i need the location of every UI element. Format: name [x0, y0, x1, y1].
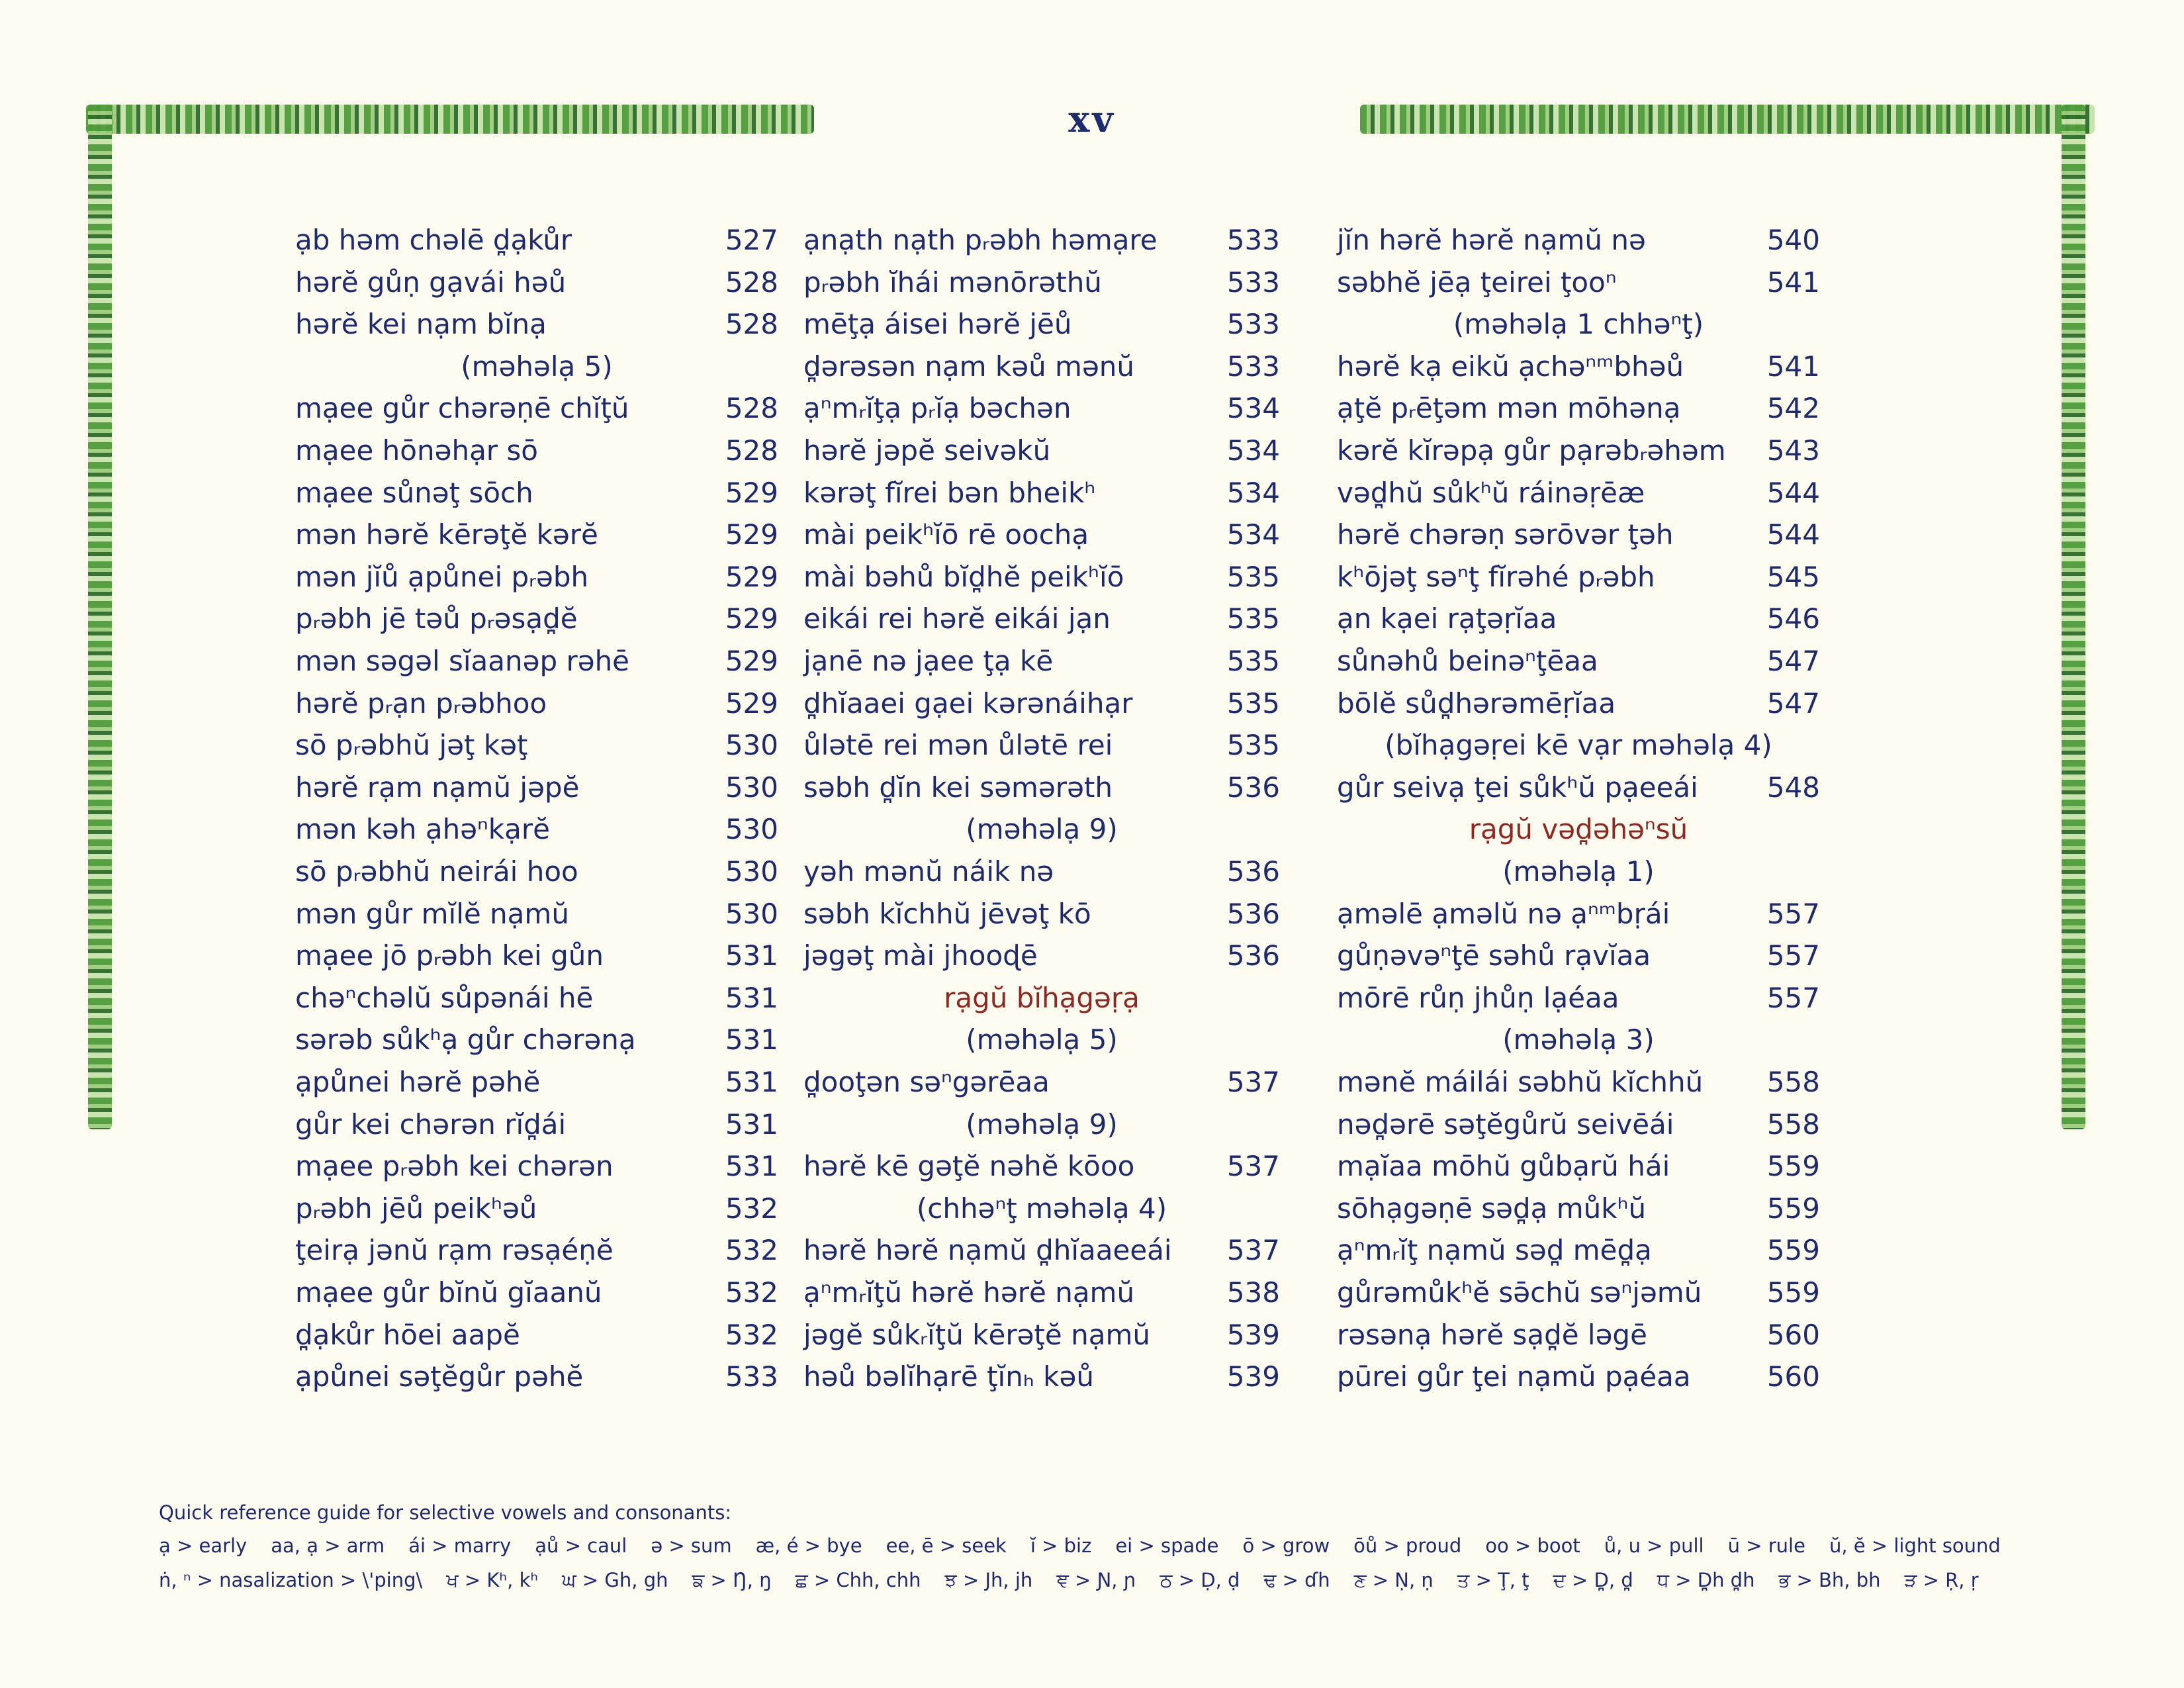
- reference-item: ਙ > Ŋ, ŋ: [692, 1569, 772, 1591]
- page-reference-number: 529: [725, 476, 778, 509]
- page-reference-number: 533: [1226, 265, 1280, 299]
- mahala-heading: (məhəlạ 9): [966, 813, 1118, 846]
- shabad-title: mən gůr mĭlĕ nạmŭ: [295, 897, 569, 930]
- page-reference-number: 535: [1226, 686, 1280, 720]
- page-reference-number: 557: [1766, 897, 1820, 930]
- reference-item: ee, ē > seek: [886, 1534, 1007, 1557]
- shabad-title: mēţạ áisei hərĕ jēů: [803, 308, 1072, 341]
- page-reference-number: 559: [1766, 1192, 1820, 1225]
- reference-item: ਧ > D̪h d̪h: [1657, 1569, 1755, 1591]
- page-reference-number: 541: [1766, 265, 1820, 299]
- shabad-title: mài peikʰĭō rē oochạ: [803, 518, 1089, 551]
- reference-consonants: [159, 1569, 2003, 1592]
- mahala-heading: (məhəlạ 5): [461, 350, 613, 383]
- page-reference-number: 533: [725, 1360, 778, 1393]
- raag-title: rạgŭ bĭhạgəṛạ: [944, 981, 1140, 1014]
- page-reference-number: 542: [1766, 392, 1820, 425]
- reference-item: ei > spade: [1115, 1534, 1219, 1557]
- reference-item: oo > boot: [1485, 1534, 1580, 1557]
- shabad-title: sō pᵣəbhŭ neirái hoo: [295, 855, 578, 888]
- shabad-title: ạⁿmᵣĭţŭ hərĕ hərĕ nạmŭ: [803, 1276, 1135, 1309]
- reference-item: ĭ > biz: [1030, 1534, 1092, 1557]
- reference-item: ạ > early: [159, 1534, 248, 1557]
- page-reference-number: 537: [1226, 1066, 1280, 1098]
- reference-item: ਞ > Ɲ, ɲ: [1056, 1569, 1136, 1591]
- page-reference-number: 558: [1766, 1066, 1820, 1098]
- shabad-title: nəd̪ərē səţĕgůrŭ seivēái: [1337, 1107, 1674, 1141]
- reference-item: ਢ > ɗh: [1263, 1569, 1330, 1591]
- page-reference-number: 530: [725, 771, 778, 804]
- mahala-heading: (bĭhạgəṛei kē vạr məhəlạ 4): [1385, 729, 1772, 762]
- page-reference-number: 538: [1226, 1276, 1280, 1309]
- shabad-title: rəsənạ hərĕ sạd̪ĕ ləgē: [1337, 1318, 1647, 1351]
- page-reference-number: 527: [725, 224, 778, 256]
- shabad-title: ạn kạei rạţəṛĭaa: [1337, 602, 1557, 635]
- shabad-title: ạⁿmᵣĭţạ pᵣĭạ bəchən: [803, 392, 1071, 425]
- shabad-title: mạee hōnəhạr sō: [295, 434, 539, 467]
- page-reference-number: 530: [725, 729, 778, 762]
- shabad-title: vəd̪hŭ sůkʰŭ ráinəṛēæ: [1337, 476, 1645, 509]
- page-reference-number: 531: [725, 1066, 778, 1098]
- shabad-title: səbh kĭchhŭ jēvəţ kō: [803, 897, 1091, 930]
- mahala-heading: (chhəⁿţ məhəlạ 4): [916, 1192, 1167, 1225]
- shabad-title: jĭn hərĕ hərĕ nạmŭ nə: [1337, 224, 1646, 256]
- shabad-title: sō pᵣəbhŭ jəţ kəţ: [295, 729, 528, 762]
- shabad-title: ạⁿmᵣĭţ nạmŭ səd̪ mēd̪ạ: [1337, 1234, 1652, 1267]
- page-reference-number: 537: [1226, 1234, 1280, 1267]
- shabad-title: mài bəhů bĭd̪hĕ peikʰĭō: [803, 560, 1124, 593]
- shabad-title: həů bəlĭhạrē ţĭnₕ kəů: [803, 1360, 1094, 1393]
- shabad-title: pᵣəbh jēů peikʰəů: [295, 1192, 537, 1225]
- page-reference-number: 536: [1226, 897, 1280, 930]
- shabad-title: hərĕ rạm nạmŭ jəpĕ: [295, 771, 580, 804]
- shabad-title: jạnē nə jạee ţạ kē: [803, 645, 1054, 677]
- page-reference-number: 536: [1226, 939, 1280, 972]
- shabad-title: mən kəh ạhəⁿkạrĕ: [295, 813, 550, 846]
- shabad-title: chəⁿchəlŭ sůpənái hē: [295, 981, 594, 1014]
- page-reference-number: 529: [725, 560, 778, 593]
- reference-item: ਦ > D̪, d̪: [1553, 1569, 1633, 1591]
- shabad-title: kʰōjəţ səⁿţ fĭrəhé pᵣəbh: [1337, 560, 1655, 593]
- page-reference-number: 560: [1766, 1318, 1820, 1351]
- shabad-title: mạee gůr chərəṇē chĭţŭ: [295, 392, 629, 425]
- page-reference-number: 530: [725, 897, 778, 930]
- page-reference-number: 548: [1766, 771, 1820, 804]
- page-reference-number: 539: [1226, 1360, 1280, 1393]
- raag-title: rạgŭ vəd̪əhəⁿsŭ: [1469, 813, 1688, 846]
- shabad-title: mạee jō pᵣəbh kei gůn: [295, 939, 604, 972]
- shabad-title: yəh mənŭ náik nə: [803, 855, 1054, 888]
- shabad-title: hərĕ kē gəţĕ nəhĕ kōoo: [803, 1150, 1135, 1183]
- page-reference-number: 559: [1766, 1234, 1820, 1267]
- shabad-title: mən jĭů ạpůnei pᵣəbh: [295, 560, 589, 593]
- shabad-title: səbhĕ jēạ ţeirei ţooⁿ: [1337, 265, 1617, 299]
- shabad-title: d̪ooţən səⁿgərēaa: [803, 1066, 1050, 1098]
- page-reference-number: 547: [1766, 645, 1820, 677]
- page-reference-number: 536: [1226, 855, 1280, 888]
- shabad-title: pᵣəbh ĭhái mənōrəthŭ: [803, 265, 1102, 299]
- page-reference-number: 529: [725, 602, 778, 635]
- page-reference-number: 539: [1226, 1318, 1280, 1351]
- shabad-title: mạĭaa mōhŭ gůbạrŭ hái: [1337, 1150, 1670, 1183]
- shabad-title: mən hərĕ kērəţĕ kərĕ: [295, 518, 598, 551]
- page-reference-number: 528: [725, 308, 778, 341]
- shabad-title: ạpůnei hərĕ pəhĕ: [295, 1066, 541, 1098]
- page-reference-number: 543: [1766, 434, 1820, 467]
- page-reference-number: 533: [1226, 308, 1280, 341]
- reference-item: ਘ > Gh, gh: [562, 1569, 668, 1591]
- shabad-title: gůr seivạ ţei sůkʰŭ pạeeái: [1337, 771, 1698, 804]
- reference-vowels: [159, 1534, 2025, 1557]
- shabad-title: gůrəmůkʰĕ sə̄chŭ səⁿjəmŭ: [1337, 1276, 1702, 1309]
- shabad-title: hərĕ jəpĕ seivəkŭ: [803, 434, 1051, 467]
- shabad-title: bōlĕ sůd̪hərəmēṛĭaa: [1337, 686, 1616, 720]
- reference-item: ái > marry: [408, 1534, 512, 1557]
- page-reference-number: 531: [725, 1150, 778, 1183]
- shabad-title: ạməlē ạməlŭ nə ạⁿᵐbṛái: [1337, 897, 1670, 930]
- page-reference-number: 558: [1766, 1107, 1820, 1141]
- shabad-title: ạţĕ pᵣēţəm mən mōhənạ: [1337, 392, 1681, 425]
- shabad-title: mạee sůnəţ sōch: [295, 476, 533, 509]
- page-reference-number: 528: [725, 434, 778, 467]
- shabad-title: mənĕ máilái səbhŭ kĭchhŭ: [1337, 1066, 1704, 1098]
- page-reference-number: 532: [725, 1234, 778, 1267]
- shabad-title: kərĕ kĭrəpạ gůr pạrəbᵣəhəm: [1337, 434, 1726, 467]
- page-reference-number: 532: [725, 1318, 778, 1351]
- reference-item: ੜ > Ṛ, ṛ: [1904, 1569, 1979, 1591]
- page-reference-number: 541: [1766, 350, 1820, 383]
- reference-item: æ, é > bye: [755, 1534, 862, 1557]
- reference-item: ū > rule: [1727, 1534, 1805, 1557]
- shabad-title: pūrei gůr ţei nạmŭ pạéaa: [1337, 1360, 1691, 1393]
- shabad-title: ţeirạ jənŭ rạm rəsạéṇĕ: [295, 1234, 614, 1267]
- reference-item: ŭ, ĕ > light sound: [1829, 1534, 2001, 1557]
- shabad-title: gůr kei chərən rĭd̪ái: [295, 1107, 567, 1141]
- page-reference-number: 531: [725, 939, 778, 972]
- reference-item: ə > sum: [651, 1534, 732, 1557]
- page-reference-number: 535: [1226, 560, 1280, 593]
- shabad-title: mạee gůr bĭnŭ gĭaanŭ: [295, 1276, 602, 1309]
- page-reference-number: 530: [725, 813, 778, 846]
- reference-item: ṅ, ⁿ > nasalization > \'ping\: [159, 1569, 423, 1591]
- shabad-title: eikái rei hərĕ eikái jạn: [803, 602, 1111, 635]
- page-reference-number: 536: [1226, 771, 1280, 804]
- shabad-title: hərĕ hərĕ nạmŭ d̪hĭaaeeái: [803, 1234, 1172, 1267]
- page-reference-number: 531: [725, 1107, 778, 1141]
- page-reference-number: 532: [725, 1192, 778, 1225]
- page-reference-number: 540: [1766, 224, 1820, 256]
- shabad-title: d̪ərəsən nạm kəů mənŭ: [803, 350, 1135, 383]
- shabad-title: mən səgəl sĭaanəp rəhē: [295, 645, 630, 677]
- shabad-title: hərĕ chərəṇ sərōvər ţəh: [1337, 518, 1674, 551]
- shabad-title: hərĕ gůṇ gạvái həů: [295, 265, 567, 299]
- page-reference-number: 559: [1766, 1276, 1820, 1309]
- page-reference-number: 544: [1766, 518, 1820, 551]
- border-left: [88, 105, 112, 1129]
- shabad-title: d̪hĭaaei gạei kərənáihạr: [803, 686, 1133, 720]
- mahala-heading: (məhəlạ 9): [966, 1107, 1118, 1141]
- page-reference-number: 531: [725, 1023, 778, 1056]
- shabad-title: mạee pᵣəbh kei chərən: [295, 1150, 614, 1183]
- page-reference-number: 535: [1226, 729, 1280, 762]
- mahala-heading: (məhəlạ 1): [1502, 855, 1655, 888]
- reference-item: ਠ > Ḍ, ḍ: [1160, 1569, 1240, 1591]
- reference-guide-title: Quick reference guide for selective vowels and consonants:: [159, 1501, 732, 1524]
- reference-item: ਖ > Kʰ, kʰ: [446, 1569, 539, 1591]
- shabad-title: hərĕ pᵣạn pᵣəbhoo: [295, 686, 547, 720]
- shabad-title: jəgĕ sůkᵣĭţŭ kērəţĕ nạmŭ: [803, 1318, 1150, 1351]
- page-number: xv: [1068, 98, 1116, 140]
- shabad-title: mōrē růṇ jhůṇ lạéaa: [1337, 981, 1619, 1014]
- shabad-title: sərəb sůkʰạ gůr chərənạ: [295, 1023, 636, 1056]
- mahala-heading: (məhəlạ 1 chhəⁿţ): [1453, 308, 1704, 341]
- page-reference-number: 529: [725, 645, 778, 677]
- shabad-title: ạnạth nạth pᵣəbh həmạre: [803, 224, 1158, 256]
- reference-item: ạů > caul: [535, 1534, 627, 1557]
- page-reference-number: 534: [1226, 476, 1280, 509]
- page-reference-number: 547: [1766, 686, 1820, 720]
- shabad-title: jəgəţ mài jhooɖē: [803, 939, 1038, 972]
- shabad-title: sůnəhů beinəⁿţēaa: [1337, 645, 1598, 677]
- page-reference-number: 557: [1766, 981, 1820, 1014]
- page-reference-number: 557: [1766, 939, 1820, 972]
- reference-item: ਭ > Bh, bh: [1778, 1569, 1881, 1591]
- shabad-title: hərĕ kei nạm bĭnạ: [295, 308, 547, 341]
- border-right: [2062, 105, 2085, 1129]
- reference-item: aa, ạ > arm: [271, 1534, 385, 1557]
- page-reference-number: 560: [1766, 1360, 1820, 1393]
- shabad-title: kərəţ fĭrei bən bheikʰ: [803, 476, 1096, 509]
- reference-item: ਛ > Chh, chh: [795, 1569, 921, 1591]
- page-reference-number: 533: [1226, 224, 1280, 256]
- page-reference-number: 529: [725, 686, 778, 720]
- page-reference-number: 530: [725, 855, 778, 888]
- page-reference-number: 529: [725, 518, 778, 551]
- reference-item: ਣ > Ṇ, ṇ: [1353, 1569, 1433, 1591]
- page-reference-number: 545: [1766, 560, 1820, 593]
- shabad-title: gůṇəvəⁿţē səhů rạvĭaa: [1337, 939, 1651, 972]
- shabad-title: d̪ạkůr hōei aapĕ: [295, 1318, 520, 1351]
- shabad-title: pᵣəbh jē təů pᵣəsạd̪ĕ: [295, 602, 578, 635]
- page-reference-number: 533: [1226, 350, 1280, 383]
- reference-item: ō > grow: [1242, 1534, 1330, 1557]
- page-reference-number: 528: [725, 265, 778, 299]
- shabad-title: ůlətē rei mən ůlətē rei: [803, 729, 1113, 762]
- page-reference-number: 528: [725, 392, 778, 425]
- reference-item: ਤ > Ţ, ţ: [1457, 1569, 1529, 1591]
- page-reference-number: 559: [1766, 1150, 1820, 1183]
- reference-item: ਝ > Jh, jh: [944, 1569, 1033, 1591]
- page-reference-number: 544: [1766, 476, 1820, 509]
- shabad-title: hərĕ kạ eikŭ ạchəⁿᵐbhəů: [1337, 350, 1684, 383]
- page-reference-number: 534: [1226, 392, 1280, 425]
- shabad-title: ạb həm chəlē d̪ạkůr: [295, 224, 572, 256]
- mahala-heading: (məhəlạ 5): [966, 1023, 1118, 1056]
- page-reference-number: 534: [1226, 434, 1280, 467]
- page-reference-number: 532: [725, 1276, 778, 1309]
- reference-item: ů, u > pull: [1604, 1534, 1704, 1557]
- shabad-title: sōhạgəṇē səd̪ạ můkʰŭ: [1337, 1192, 1647, 1225]
- page-reference-number: 534: [1226, 518, 1280, 551]
- page-reference-number: 535: [1226, 645, 1280, 677]
- mahala-heading: (məhəlạ 3): [1502, 1023, 1655, 1056]
- page-reference-number: 537: [1226, 1150, 1280, 1183]
- shabad-title: səbh d̪ĭn kei səmərəth: [803, 771, 1113, 804]
- shabad-title: ạpůnei səţĕgůr pəhĕ: [295, 1360, 584, 1393]
- page-reference-number: 535: [1226, 602, 1280, 635]
- reference-item: ōů > proud: [1353, 1534, 1462, 1557]
- page-reference-number: 531: [725, 981, 778, 1014]
- page-reference-number: 546: [1766, 602, 1820, 635]
